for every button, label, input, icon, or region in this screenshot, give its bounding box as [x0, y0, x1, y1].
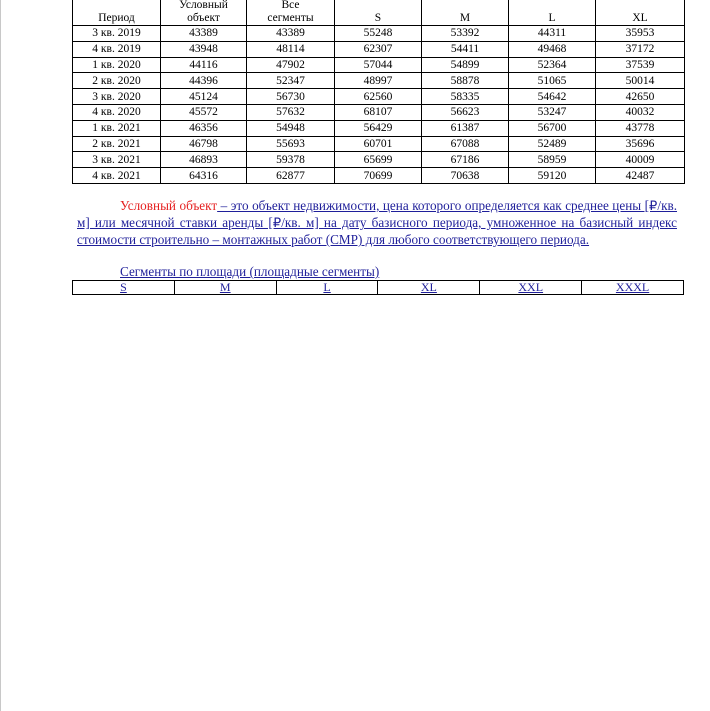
- header-l: L: [509, 0, 596, 26]
- segment-link-cell: [480, 281, 582, 295]
- table-cell: 55693: [247, 136, 335, 152]
- segment-link-cell: [174, 281, 276, 295]
- table-cell: 58959: [509, 152, 596, 168]
- table-cell: 64316: [161, 168, 247, 184]
- table-row: [73, 136, 685, 152]
- segment-link-xxxl[interactable]: XXXL: [615, 280, 650, 294]
- header-period: Период: [73, 0, 161, 26]
- segments-links-row: [73, 281, 684, 295]
- segment-link-m[interactable]: M: [219, 280, 231, 294]
- table-cell: 60701: [335, 136, 422, 152]
- table-cell: 45124: [161, 89, 247, 105]
- table-row: [73, 57, 685, 73]
- table-cell: 46798: [161, 136, 247, 152]
- table-row: [73, 73, 685, 89]
- table-cell: 62877: [247, 168, 335, 184]
- table-cell: 58335: [422, 89, 509, 105]
- table-cell: 4 кв. 2021: [73, 168, 161, 184]
- segment-link-xl[interactable]: XL: [420, 280, 437, 294]
- header-all-segments: Все сегменты: [247, 0, 335, 26]
- table-cell: 47902: [247, 57, 335, 73]
- table-cell: 52347: [247, 73, 335, 89]
- table-cell: 37172: [596, 41, 685, 57]
- table-cell: 52489: [509, 136, 596, 152]
- table-cell: 48114: [247, 41, 335, 57]
- table-cell: 3 кв. 2020: [73, 89, 161, 105]
- table-cell: 42650: [596, 89, 685, 105]
- table-cell: 67088: [422, 136, 509, 152]
- table-cell: 4 кв. 2019: [73, 41, 161, 57]
- table-cell: 43778: [596, 120, 685, 136]
- table-cell: 40009: [596, 152, 685, 168]
- segment-link-s[interactable]: S: [120, 280, 127, 294]
- table-row: [73, 89, 685, 105]
- table-cell: 2 кв. 2020: [73, 73, 161, 89]
- segment-link-l[interactable]: L: [323, 280, 331, 294]
- segment-link-cell: [276, 281, 378, 295]
- table-cell: 3 кв. 2021: [73, 152, 161, 168]
- table-cell: 59378: [247, 152, 335, 168]
- definition-paragraph: [77, 197, 677, 248]
- table-row: [73, 120, 685, 136]
- table-cell: 59120: [509, 168, 596, 184]
- table-cell: 51065: [509, 73, 596, 89]
- table-row: [73, 41, 685, 57]
- table-cell: 56623: [422, 104, 509, 120]
- table-row: [73, 168, 685, 184]
- table-cell: 4 кв. 2020: [73, 104, 161, 120]
- segment-link-cell: [378, 281, 480, 295]
- table-cell: 62307: [335, 41, 422, 57]
- table-cell: 46356: [161, 120, 247, 136]
- table-cell: 53392: [422, 26, 509, 42]
- table-cell: 46893: [161, 152, 247, 168]
- table-cell: 35696: [596, 136, 685, 152]
- table-cell: 57632: [247, 104, 335, 120]
- segments-links-table: [72, 280, 684, 295]
- segment-link-xxl[interactable]: XXL: [518, 280, 544, 294]
- table-cell: 49468: [509, 41, 596, 57]
- table-row: [73, 104, 685, 120]
- table-cell: 2 кв. 2021: [73, 136, 161, 152]
- table-cell: 57044: [335, 57, 422, 73]
- table-cell: 61387: [422, 120, 509, 136]
- table-cell: 42487: [596, 168, 685, 184]
- header-m: M: [422, 0, 509, 26]
- table-cell: 50014: [596, 73, 685, 89]
- header-conditional-object: Условный объект: [161, 0, 247, 26]
- table-row: [73, 26, 685, 42]
- table-cell: 3 кв. 2019: [73, 26, 161, 42]
- segments-title: Сегменты по площади (площадные сегменты): [120, 264, 380, 279]
- table-cell: 70638: [422, 168, 509, 184]
- table-cell: 44116: [161, 57, 247, 73]
- table-cell: 55248: [335, 26, 422, 42]
- table-cell: 62560: [335, 89, 422, 105]
- table-cell: 43948: [161, 41, 247, 57]
- table-cell: 52364: [509, 57, 596, 73]
- header-s: S: [335, 0, 422, 26]
- table-cell: 54948: [247, 120, 335, 136]
- table-cell: 67186: [422, 152, 509, 168]
- table-row: [73, 152, 685, 168]
- table-cell: 54642: [509, 89, 596, 105]
- table-header-row: [73, 0, 685, 26]
- table-cell: 35953: [596, 26, 685, 42]
- price-index-table: [72, 0, 685, 184]
- table-cell: 44396: [161, 73, 247, 89]
- table-cell: 43389: [247, 26, 335, 42]
- table-cell: 65699: [335, 152, 422, 168]
- segment-link-cell: [582, 281, 684, 295]
- table-cell: 54899: [422, 57, 509, 73]
- table-cell: 58878: [422, 73, 509, 89]
- table-cell: 48997: [335, 73, 422, 89]
- definition-text: – это объект недвижимости, цена которого определяется как среднее цены [₽/кв. м] или месячной ставки аренды [₽/кв. м] на дату базисного периода, умноженное на базисный индекс стоимости строительно – монтажных работ (СМР) для любого соответствующего периода.: [77, 198, 678, 247]
- table-cell: 56730: [247, 89, 335, 105]
- table-cell: 1 кв. 2020: [73, 57, 161, 73]
- page-left-border: [0, 0, 1, 711]
- table-cell: 56700: [509, 120, 596, 136]
- table-cell: 70699: [335, 168, 422, 184]
- header-xl: XL: [596, 0, 685, 26]
- table-cell: 56429: [335, 120, 422, 136]
- table-cell: 54411: [422, 41, 509, 57]
- definition-term: Условный объект: [120, 198, 218, 213]
- table-cell: 37539: [596, 57, 685, 73]
- table-cell: 40032: [596, 104, 685, 120]
- table-cell: 43389: [161, 26, 247, 42]
- table-cell: 68107: [335, 104, 422, 120]
- segment-link-cell: [73, 281, 175, 295]
- table-cell: 1 кв. 2021: [73, 120, 161, 136]
- table-cell: 53247: [509, 104, 596, 120]
- table-cell: 44311: [509, 26, 596, 42]
- table-cell: 45572: [161, 104, 247, 120]
